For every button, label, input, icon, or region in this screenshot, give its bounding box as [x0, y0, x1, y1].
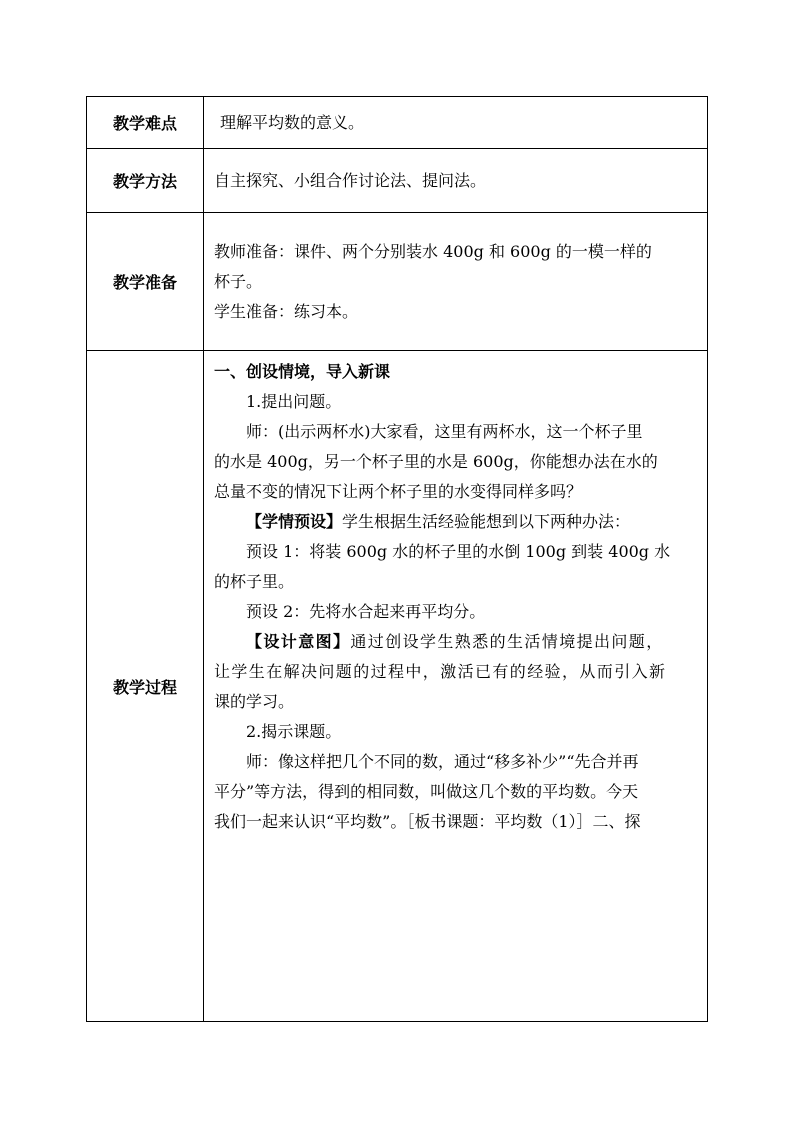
design-intent-line-2: 让学生在解决问题的过程中，激活已有的经验，从而引入新 — [214, 662, 667, 681]
preset1-line-2: 的杯子里。 — [214, 572, 295, 591]
student-prep: 学生准备：练习本。 — [214, 301, 359, 321]
design-intent-text-1: 通过创设学生熟悉的生活情境提出问题， — [350, 632, 664, 651]
content-teaching-method — [204, 149, 708, 213]
label-teaching-process: 教学过程 — [87, 351, 204, 1022]
preset1-line-1: 预设 1：将装 600g 水的杯子里的水倒 100g 到装 400g 水 — [246, 542, 671, 561]
presupposition-text: 学生根据生活经验能想到以下两种办法： — [342, 512, 631, 531]
teacher-reveal-line-2: 平分”等方法，得到的相同数，叫做这几个数的平均数。今天 — [214, 782, 639, 801]
teacher-reveal-line-1: 师：像这样把几个不同的数，通过“移多补少”“先合并再 — [246, 752, 639, 771]
content-teaching-preparation — [204, 213, 708, 351]
content-teaching-process — [204, 351, 708, 1022]
design-intent-line-1 — [214, 627, 701, 657]
teacher-question-line-2: 的水是 400g，另一个杯子里的水是 600g，你能想办法在水的 — [214, 452, 658, 471]
teacher-reveal-line-3: 我们一起来认识“平均数”。［板书课题：平均数（1）］二、探 — [214, 812, 641, 831]
content-teaching-difficulty — [204, 97, 708, 149]
presupposition-line — [214, 507, 701, 537]
row-teaching-difficulty — [87, 97, 708, 149]
preset2-line: 预设 2：先将水合起来再平均分。 — [246, 602, 486, 621]
teacher-question-line-1: 师：(出示两杯水)大家看，这里有两杯水，这一个杯子里 — [246, 422, 643, 441]
teacher-prep-line-2: 杯子。 — [214, 271, 263, 291]
design-intent-tag: 【设计意图】 — [246, 632, 351, 651]
lesson-plan-table — [86, 96, 708, 1022]
method-text: 自主探究、小组合作讨论法、提问法。 — [214, 170, 487, 190]
presupposition-tag: 【学情预设】 — [246, 512, 343, 531]
label-teaching-preparation: 教学准备 — [87, 213, 204, 351]
row-teaching-preparation — [87, 213, 708, 351]
teacher-prep-line-1: 教师准备：课件、两个分别装水 400g 和 600g 的一模一样的 — [214, 241, 652, 261]
step2-title: 2.揭示课题。 — [246, 722, 342, 741]
section-heading: 一、创设情境，导入新课 — [214, 362, 391, 381]
row-teaching-process — [87, 351, 708, 1022]
label-teaching-difficulty: 教学难点 — [87, 97, 204, 149]
row-teaching-method — [87, 149, 708, 213]
design-intent-line-3: 课的学习。 — [214, 692, 295, 711]
difficulty-text: 理解平均数的意义。 — [220, 112, 365, 132]
teacher-question-line-3: 总量不变的情况下让两个杯子里的水变得同样多吗？ — [214, 482, 583, 501]
step1-title: 1.提出问题。 — [246, 392, 342, 411]
label-teaching-method: 教学方法 — [87, 149, 204, 213]
